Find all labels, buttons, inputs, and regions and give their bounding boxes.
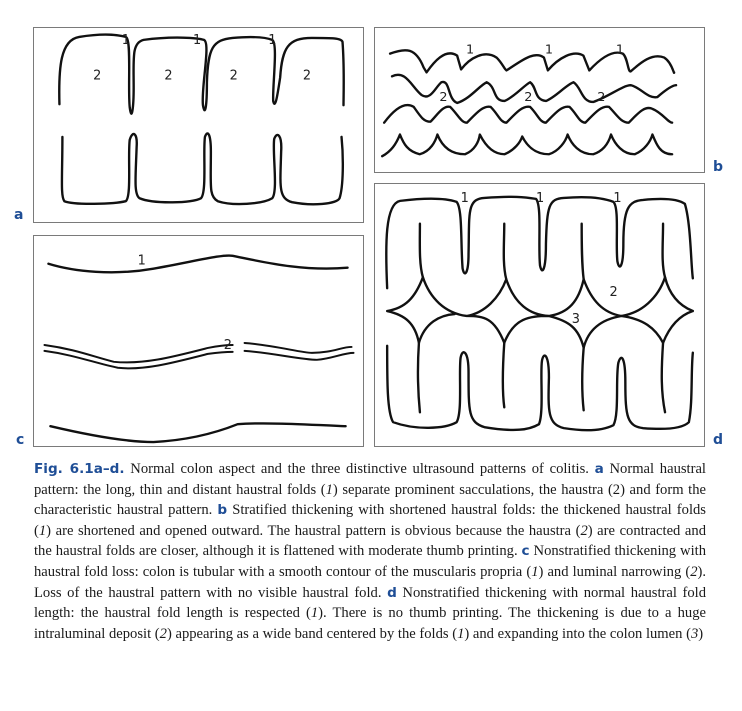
haustrum-label: 2 bbox=[229, 68, 238, 84]
haustral-contour-top bbox=[59, 32, 344, 114]
panel-c-label: c bbox=[16, 432, 25, 448]
fold-label: 1 bbox=[460, 190, 469, 206]
haustrum-label: 2 bbox=[439, 89, 448, 105]
muscularis-contour-bottom bbox=[50, 423, 345, 442]
caption-ref: 1 bbox=[325, 481, 333, 498]
panel-a-label: a bbox=[14, 207, 24, 223]
panel-c-nonstratified-fold-loss bbox=[33, 235, 364, 447]
caption-ref: 1 bbox=[531, 563, 539, 580]
deposit-label: 2 bbox=[609, 285, 618, 301]
fold-label: 1 bbox=[544, 42, 554, 58]
figure-caption bbox=[34, 459, 706, 644]
figure-number: Fig. 6.1a–d. bbox=[34, 461, 125, 477]
caption-a-text: Normal haustral pattern: the long, thin and distant haustral folds ( bbox=[34, 461, 706, 498]
caption-d-text: ) appearing as a wide band centered by the folds ( bbox=[166, 625, 458, 642]
lumen-contour-lower bbox=[44, 351, 353, 368]
deposit-arcs bbox=[387, 277, 693, 347]
caption-c-text: ) and luminal narrowing ( bbox=[538, 563, 691, 580]
caption-ref: 2 bbox=[580, 522, 588, 539]
muscularis-label: 1 bbox=[137, 253, 146, 269]
haustrum-label: 2 bbox=[93, 68, 102, 84]
muscularis-contour-top bbox=[48, 253, 347, 273]
caption-ref: 1 bbox=[310, 605, 319, 622]
caption-b-text: ) are shortened and opened outward. The haustral pattern is obvious because the haustra ( bbox=[46, 522, 581, 539]
fold-label: 1 bbox=[193, 32, 202, 48]
caption-d-text: ) and expanding into the colon lumen ( bbox=[464, 625, 691, 642]
outer-contour-bottom bbox=[387, 346, 693, 430]
wavy-contour-3 bbox=[384, 105, 672, 123]
caption-ref: 2 bbox=[690, 563, 698, 580]
caption-b-text: Stratified thickening with shortened haustral folds: the thickened haustral folds ( bbox=[34, 502, 706, 539]
lumen-label: 3 bbox=[571, 311, 580, 327]
caption-ref: 1 bbox=[457, 625, 465, 642]
lumen-label: 2 bbox=[223, 337, 232, 353]
haustrum-label: 2 bbox=[302, 68, 312, 84]
panel-d-label: d bbox=[713, 432, 724, 448]
caption-ref: 3 bbox=[690, 625, 699, 642]
caption-c-text: Nonstratified thickening with haustral fold loss: colon is tubular with a smooth contour of the muscularis propria ( bbox=[34, 543, 706, 580]
caption-c-text: ). Loss of the haustral pattern with no visible haustral fold. bbox=[34, 563, 706, 601]
caption-d-text: ) bbox=[698, 625, 704, 642]
caption-panel-c-marker: c bbox=[521, 543, 530, 560]
caption-panel-a-marker: a bbox=[594, 461, 604, 477]
panel-b-drawing bbox=[375, 28, 704, 172]
panel-c-drawing bbox=[34, 236, 363, 446]
haustrum-label: 2 bbox=[164, 68, 173, 84]
wavy-contour-4 bbox=[382, 135, 672, 157]
caption-panel-d-marker: d bbox=[387, 584, 397, 601]
caption-ref: 1 bbox=[38, 522, 47, 539]
fold-label: 1 bbox=[536, 190, 545, 206]
panel-b-stratified-thickening bbox=[374, 27, 705, 173]
caption-d-text: Nonstratified thickening with normal haustral fold length: the haustral fold length is respected ( bbox=[34, 584, 707, 622]
panel-a-normal-haustral-pattern bbox=[33, 27, 364, 223]
fold-label: 1 bbox=[613, 190, 622, 206]
haustral-contour-bottom bbox=[62, 133, 343, 204]
caption-panel-b-marker: b bbox=[217, 502, 228, 519]
wavy-contour-2 bbox=[392, 75, 676, 103]
outer-contour-top bbox=[386, 197, 693, 288]
wavy-contour-1 bbox=[390, 50, 674, 73]
fold-label: 1 bbox=[466, 42, 475, 58]
fold-label: 1 bbox=[268, 32, 277, 48]
caption-a-text: ) separate prominent sacculations, the haustra (2) and form the characteristic haustral pattern. bbox=[34, 481, 706, 519]
caption-d-text: ). There is no thumb printing. The thickening is due to a huge intraluminal deposit ( bbox=[34, 605, 706, 642]
fold-label: 1 bbox=[615, 42, 625, 58]
fold-label: 1 bbox=[121, 32, 130, 48]
haustrum-label: 2 bbox=[597, 89, 606, 105]
haustrum-label: 2 bbox=[524, 89, 533, 105]
panel-d-nonstratified-normal-fold bbox=[374, 183, 705, 447]
caption-ref: 2 bbox=[159, 625, 167, 642]
panel-a-drawing bbox=[34, 28, 363, 222]
panel-d-drawing bbox=[375, 184, 704, 446]
panel-b-label: b bbox=[713, 159, 724, 175]
caption-intro: Normal colon aspect and the three distinctive ultrasound patterns of colitis. bbox=[124, 461, 595, 477]
caption-b-text: ) are contracted and the haustral folds are closer, although it is flattened with moderate thumb printing. bbox=[34, 522, 706, 560]
